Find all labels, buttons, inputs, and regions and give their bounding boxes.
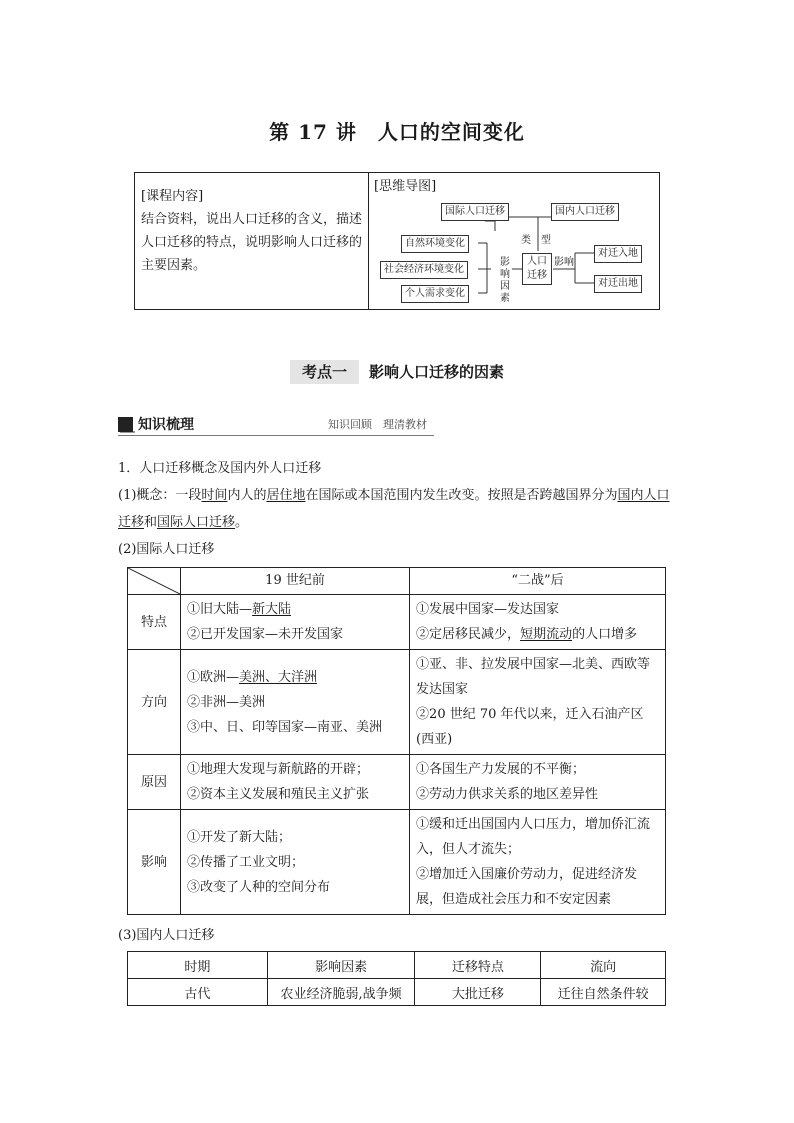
table-cell: ①各国生产力发展的不平衡； ②劳动力供求关系的地区差异性 [410,755,666,810]
table-cell: ①亚、非、拉发展中国家—北美、西欧等发达国家 ②20 世纪 70 年代以来，迁入石油产区(西亚) [410,650,666,755]
table-cell: ①开发了新大陆； ②传播了工业文明； ③改变了人种的空间分布 [181,810,410,915]
header-factors: 影响因素 [267,952,415,979]
mindmap-type-label: 类 型 [521,235,551,246]
blank-intl-migration: 国际人口迁移 [157,515,236,530]
table-cell: 大批迁移 [415,979,541,1006]
table-cell: ①欧洲—美洲、大洋洲 ②非洲—美洲 ③中、日、印等国家—南亚、美洲 [181,650,410,755]
row-label: 特点 [128,595,181,650]
table-row [128,810,666,915]
mindmap-impact-label: 影响 [554,257,574,268]
header-features: 迁移特点 [415,952,541,979]
row-label: 方向 [128,650,181,755]
table-cell: ①发展中国家—发达国家 ②定居移民减少，短期流动的人口增多 [410,595,666,650]
concept-paragraph: (1)概念：一段时间内人的居住地在国际或本国范围内发生改变。按照是否跨越国界分为国内人口迁移和国际人口迁移。 [118,488,670,530]
table-cell: 农业经济脆弱,战争频 [267,979,415,1006]
header-before-19c: 19 世纪前 [181,568,410,595]
header-period: 时期 [128,952,268,979]
knowledge-square-icon [118,417,133,432]
mindmap-impact-in: 对迁入地 [594,245,642,263]
table-cell: ①地理大发现与新航路的开辟； ②资本主义发展和殖民主义扩张 [181,755,410,810]
blank-domestic-migration: 国内人口迁移 [118,488,670,530]
kaodian-header [0,361,794,382]
knowledge-bar [118,414,434,436]
domestic-heading: (3)国内人口迁移 [118,928,215,943]
mindmap-center-node: 人口迁移 [522,253,552,285]
table-cell: 迁往自然条件较 [541,979,666,1006]
intl-heading: (2)国际人口迁移 [118,542,215,557]
knowledge-subtitle: 知识回顾 理清教材 [328,418,427,431]
mindmap-factor-natural: 自然环境变化 [401,235,469,253]
intl-migration-table [127,567,666,915]
mindmap-impact-out: 对迁出地 [594,275,642,293]
row-label: 影响 [128,810,181,915]
mindmap-node-domestic: 国内人口迁移 [551,203,619,221]
table-row [128,595,666,650]
diagonal-line [128,568,180,594]
header-direction: 流向 [541,952,666,979]
table-row [128,755,666,810]
mindmap-factor-personal: 个人需求变化 [401,285,469,303]
blank-residence: 居住地 [266,488,306,503]
table-header-row [128,568,666,595]
table-cell: ①旧大陆—新大陆 ②已开发国家—未开发国家 [181,595,410,650]
table-header-row [128,952,666,979]
table-row [128,650,666,755]
mindmap-factor-socioeconomic: 社会经济环境变化 [380,261,468,279]
page-title: 第 17 讲 人口的空间变化 [269,120,525,144]
course-label: [课程内容] [141,189,204,204]
knowledge-title: 知识梳理 [138,417,194,433]
row-label: 原因 [128,755,181,810]
section-heading: 1．人口迁移概念及国内外人口迁移 [118,461,322,476]
mindmap-label: [思维导图] [374,179,437,194]
kaodian-title: 影响人口迁移的因素 [369,363,505,381]
table-cell: 古代 [128,979,268,1006]
course-text: 结合资料，说出人口迁移的含义，描述人口迁移的特点，说明影响人口迁移的主要因素。 [141,212,363,273]
intro-box [134,172,660,310]
header-after-ww2: “二战”后 [410,568,666,595]
knowledge-underline [118,435,434,436]
blank-time: 时间 [201,488,228,503]
mindmap-connectors [135,173,661,311]
diagonal-cell [128,568,181,595]
table-row [128,979,666,1006]
kaodian-tag: 考点一 [290,360,359,384]
mindmap-node-intl: 国际人口迁移 [441,203,509,221]
table-cell: ①缓和迁出国国内人口压力，增加侨汇流入，但人才流失； ②增加迁入国廉价劳动力，促进经济发展，但造成社会压力和不安定因素 [410,810,666,915]
mindmap-influence-factors: 影响因素 [500,257,510,304]
domestic-migration-table [127,951,666,1006]
